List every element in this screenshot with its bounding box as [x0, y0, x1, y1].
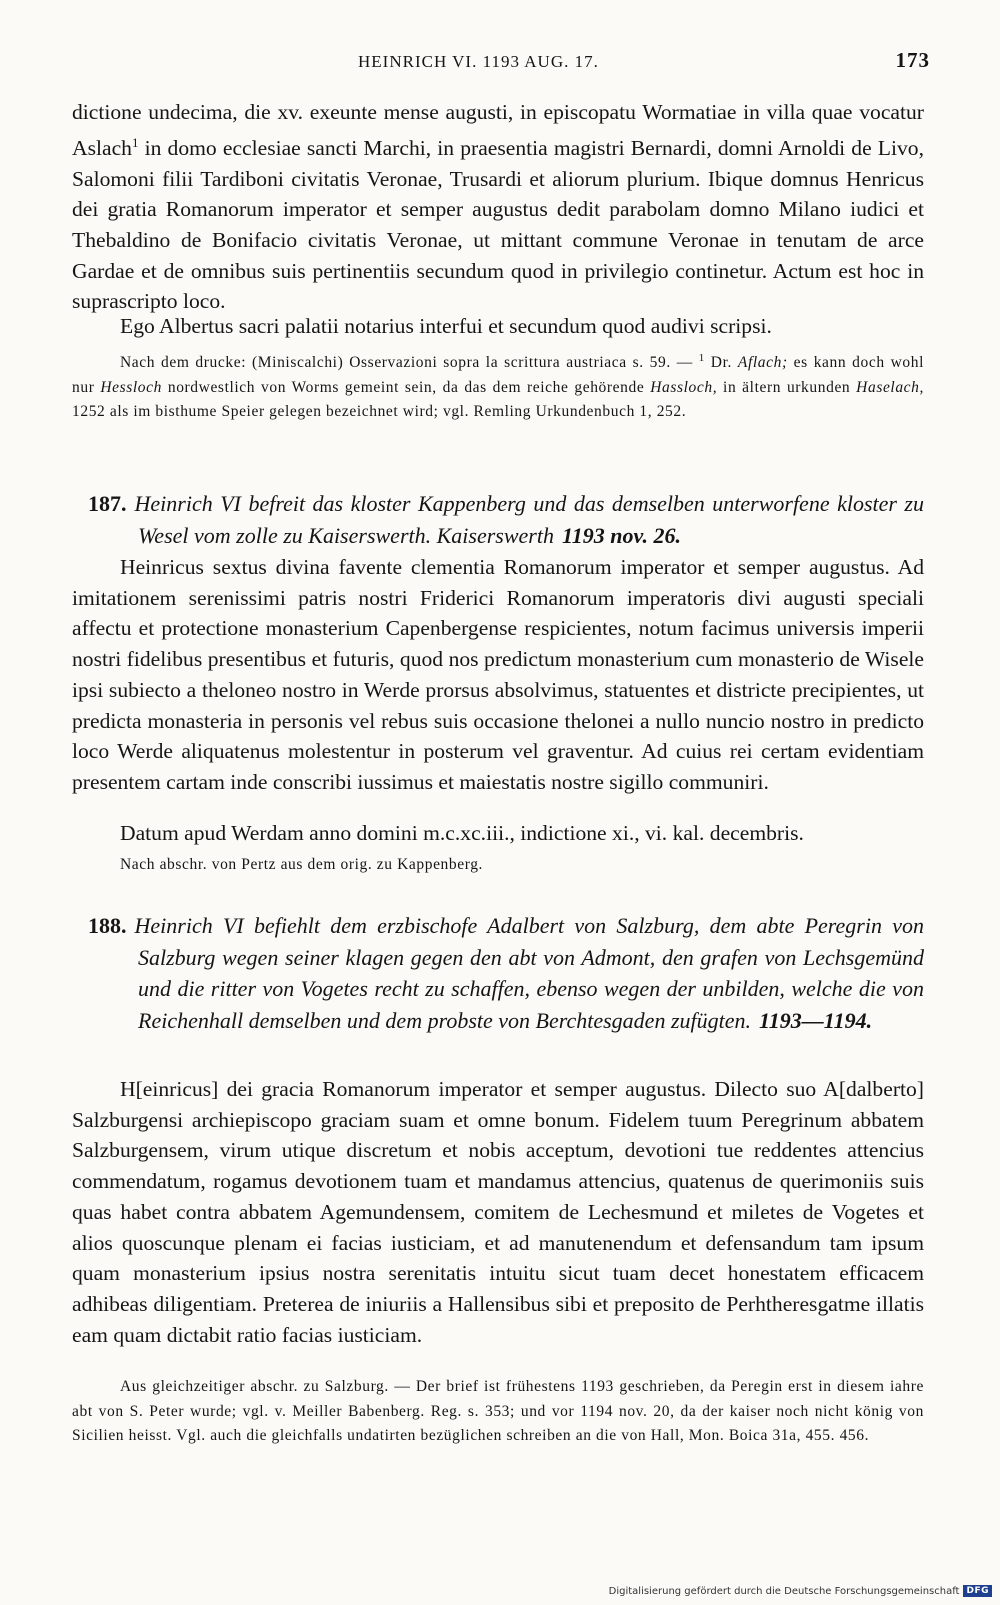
- doc187-heading-block: [88, 488, 924, 551]
- doc187-date: 1193 nov. 26.: [561, 522, 681, 548]
- doc186-text: [72, 97, 924, 317]
- doc188-date: 1193—1194.: [759, 1007, 873, 1033]
- doc188-note: Aus gleichzeitiger abschr. zu Salzburg. — Der brief ist frühestens 1193 geschrieben, da Peregin erst in diesem iahre abt von S. Peter wurde; vgl. v. Meiller Babenberg. Reg. s. 353; und vor 1194 nov. 20, da der kaiser noch nicht könig von Sicilien heisst. Vgl. auch die gleichfalls undatirten bezüglichen schreiben an die von Hall, Mon. Boica 31a, 455. 456.: [72, 1378, 924, 1444]
- doc187-heading-text: Heinrich VI befreit das kloster Kappenberg und das demselben unterworfene kloster zu Wesel vom zolle zu Kaiserswerth. Kaiserswerth: [134, 491, 924, 548]
- note-fn-italic-1: Aflach;: [737, 354, 788, 372]
- doc186-signoff: Ego Albertus sacri palatii notarius interfui et secundum quod audivi scripsi.: [120, 314, 772, 338]
- running-title: HEINRICH VI. 1193 AUG. 17.: [358, 52, 599, 71]
- doc186-note: [72, 346, 924, 425]
- note-fn-italic-2: Hessloch: [100, 378, 162, 396]
- dfg-logo: DFG: [963, 1585, 992, 1597]
- doc187-note: Nach abschr. von Pertz aus dem orig. zu Kappenberg.: [120, 856, 484, 873]
- note-fn-text-3: in ältern urkunden: [717, 378, 857, 396]
- footnote-ref: 1: [131, 134, 139, 150]
- digitization-credit: [609, 1585, 992, 1597]
- page-number: 173: [895, 48, 930, 72]
- note-fn-text-1: es kann doch wohl nur: [72, 354, 924, 396]
- note-source: Nach dem drucke: (Miniscalchi) Osservazioni sopra la scrittura austriaca s. 59. —: [120, 354, 699, 372]
- doc188-number: 188.: [88, 913, 127, 938]
- doc188-heading: [88, 910, 924, 1036]
- footnote-mark: 1: [698, 352, 705, 364]
- doc188-text: H[einricus] dei gracia Romanorum imperator et semper augustus. Dilecto suo A[dalberto] Salzburgensi archiepiscopo graciam suam et omne bonum. Fidelem tuum Peregrinum abbatem Salzburgensem, virum utique discretum et nobis acceptum, devotioni tue reddentes attencius commendatum, rogamus devotionem tuam et mandamus attencius, quatenus de querimoniis suis quas habet contra abbatem Agemundensem, comitem de Lechesmund et miletes de Vogetes et alios quoscunque plenam ei facias iusticiam, et ad manutenendum et defensandum tam ipsum quam monasterium ipsius nostra serenitatis intuitu sicut tuam decet honestatem efficacem adhibeas diligentiam. Preterea de iniuriis a Hallensibus sibi et preposito de Perhtheresgatme illatis eam quam dictabit ratio facias iusticiam.: [72, 1077, 924, 1347]
- footer-text: Digitalisierung gefördert durch die Deutsche Forschungsgemeinschaft: [608, 1585, 960, 1597]
- doc188-heading-block: [88, 910, 924, 1036]
- doc187-heading: [88, 488, 924, 551]
- doc188-heading-text: Heinrich VI befiehlt dem erzbischofe Adalbert von Salzburg, dem abte Peregrin von Salzburg wegen seiner klagen gegen den abt von Admont, den grafen von Lechsgemünd und die ritter von Vogetes recht zu schaffen, ebenso wegen der unbilden, welche die von Reichenhall demselben und dem probste von Berchtesgaden zufügten.: [134, 913, 924, 1033]
- note-fn-italic-3: Hassloch,: [650, 378, 718, 396]
- doc187-number: 187.: [88, 491, 127, 516]
- doc186-text-part2: in domo ecclesiae sancti Marchi, in praesentia magistri Bernardi, domni Arnoldi de Livo, Salomoni filii Tardiboni civitatis Veronae, Trusardi et aliorum plurium. Ibique domnus Henricus dei gratia Romanorum imperator et semper augustus dedit parabolam domno Milano iudici et Thebaldino de Bonifacio civitatis Veronae, ut mittant commune Veronae in tenutam de arce Gardae et de omnibus suis pertinentiis secundum quod in privilegio continetur. Actum est hoc in suprascripto loco.: [72, 135, 924, 314]
- note-fn-text-2: nordwestlich von Worms gemeint sein, da das dem reiche gehörende: [161, 378, 651, 396]
- note-fn-word: Dr.: [704, 354, 738, 372]
- note-fn-italic-4: Haselach,: [856, 378, 924, 396]
- note-fn-text-4: 1252 als im bisthume Speier gelegen bezeichnet wird; vgl. Remling Urkundenbuch 1, 252.: [72, 403, 687, 421]
- doc187-datum: Datum apud Werdam anno domini m.c.xc.iii., indictione xi., vi. kal. decembris.: [120, 821, 804, 845]
- doc186-text-part1: dictione undecima, die xv. exeunte mense augusti, in episcopatu Wormatiae in villa quae vocatur Aslach: [72, 100, 924, 160]
- doc187-text: Heinricus sextus divina favente clementia Romanorum imperator et semper augustus. Ad imitationem serenissimi patris nostri Friderici Romanorum imperatoris divi augusti speciali affectu et protectione monasterium Capenbergense respicientes, notum facimus universis imperii nostri fidelibus presentibus et futuris, quod nos predictum monasterium cum monasterio de Wisele ipsi subiecto a theloneo nostro in Werde prorsus absolvimus, statuentes et districte precipientes, ut predicta monasteria in personis vel rebus suis occasione thelonei a nullo nuncio nostro in predicto loco Werde aliquatenus molestentur in posterum vel graventur. Ad cuius rei certam evidentiam presentem cartam inde conscribi iussimus et maiestatis nostre sigillo communiri.: [72, 555, 924, 794]
